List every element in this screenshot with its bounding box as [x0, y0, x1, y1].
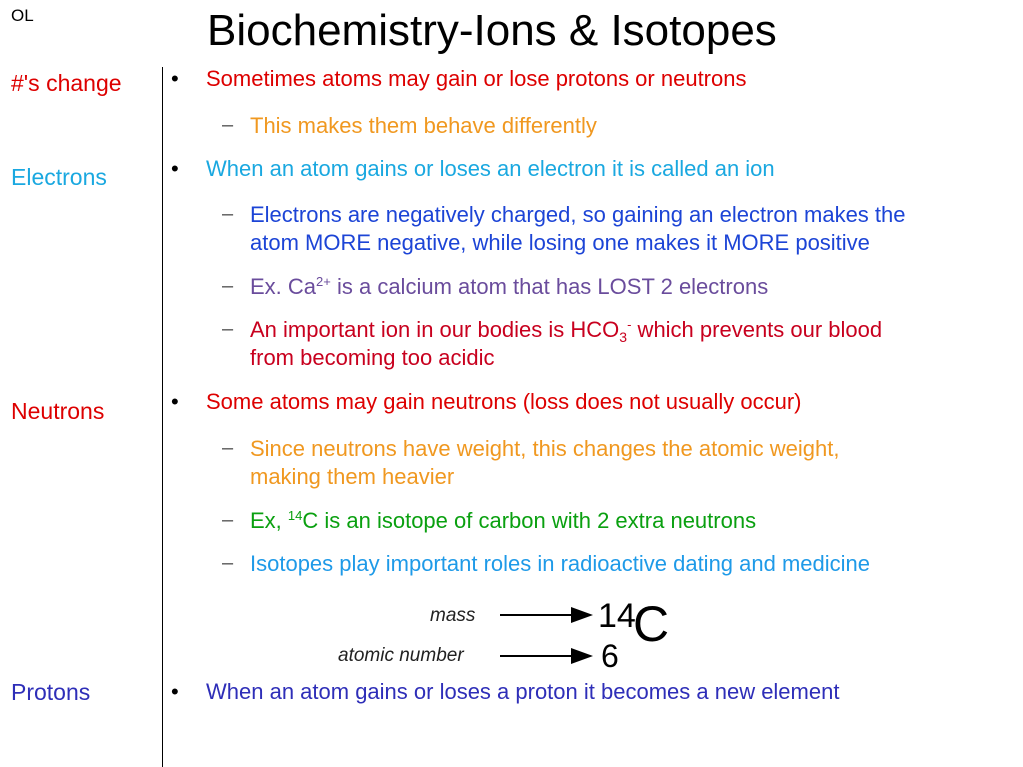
- calcium-charge-superscript: 2+: [316, 274, 331, 289]
- dash-marker: –: [222, 509, 234, 531]
- dash-marker: –: [222, 203, 234, 225]
- sub-isotope-uses: Isotopes play important roles in radioactive dating and medicine: [250, 551, 871, 576]
- sidebar-electrons: Electrons: [11, 164, 107, 190]
- bicarbonate-line2: from becoming too acidic: [250, 345, 495, 370]
- bicarbonate-line1: [250, 316, 1020, 344]
- bullet-ion-definition: When an atom gains or loses an electron it is called an ion: [206, 156, 775, 181]
- bullet-marker: •: [171, 156, 179, 181]
- calcium-text-post: is a calcium atom that has LOST 2 electrons: [330, 274, 769, 299]
- dash-marker: –: [222, 275, 234, 297]
- bicarbonate-subscript: 3: [619, 329, 628, 345]
- sidebar-numbers-change: #'s change: [11, 70, 122, 96]
- carbon-text-pre: Ex,: [250, 508, 288, 533]
- sub-atomic-weight: [250, 435, 1020, 491]
- bullet-new-element: When an atom gains or loses a proton it becomes a new element: [206, 679, 840, 704]
- calcium-text-pre: Ex. Ca: [250, 274, 317, 299]
- mass-number: 14: [598, 597, 636, 635]
- atomic-number-label: atomic number: [338, 645, 464, 666]
- sub-bicarbonate-ion: [250, 316, 1020, 372]
- bullet-protons-neutrons: Sometimes atoms may gain or lose protons or neutrons: [206, 66, 747, 91]
- sub-behave-differently: This makes them behave differently: [250, 113, 597, 138]
- bullet-marker: •: [171, 679, 179, 704]
- sub-electron-charge-line2: atom MORE negative, while losing one makes it MORE positive: [250, 230, 870, 255]
- bullet-marker: •: [171, 66, 179, 91]
- atomic-weight-line2: making them heavier: [250, 464, 455, 489]
- bullet-marker: •: [171, 389, 179, 414]
- bullet-gain-neutrons: Some atoms may gain neutrons (loss does not usually occur): [206, 389, 802, 414]
- sidebar-neutrons: Neutrons: [11, 398, 105, 424]
- sub-carbon-14-example: [250, 507, 1020, 535]
- atomic-number: 6: [601, 638, 619, 672]
- sub-calcium-example: [250, 273, 1020, 301]
- dash-marker: –: [222, 552, 234, 574]
- element-symbol: C: [633, 596, 670, 652]
- carbon-text-post: C is an isotope of carbon with 2 extra neutrons: [302, 508, 757, 533]
- slide-title: Biochemistry-Ions & Isotopes: [207, 6, 777, 55]
- carbon-mass-superscript: 14: [287, 508, 303, 523]
- mass-label: mass: [430, 605, 476, 626]
- corner-label: OL: [11, 6, 34, 25]
- mass-arrowhead: [571, 607, 593, 623]
- sub-electron-charge-line1: Electrons are negatively charged, so gaining an electron makes the: [250, 202, 906, 227]
- bicarbonate-superscript: -: [627, 317, 632, 332]
- atomic-weight-line1: Since neutrons have weight, this changes the atomic weight,: [250, 436, 840, 461]
- vertical-divider: [162, 67, 163, 767]
- sub-electron-charge: [250, 201, 1020, 257]
- atomic-number-arrowhead: [571, 648, 593, 664]
- bicarbonate-text-pre: An important ion in our bodies is HCO: [250, 317, 620, 342]
- isotope-notation-diagram: [335, 592, 680, 672]
- sidebar-protons: Protons: [11, 679, 91, 705]
- dash-marker: –: [222, 437, 234, 459]
- bicarbonate-text-post: which prevents our blood: [631, 317, 883, 342]
- dash-marker: –: [222, 114, 234, 136]
- dash-marker: –: [222, 318, 234, 340]
